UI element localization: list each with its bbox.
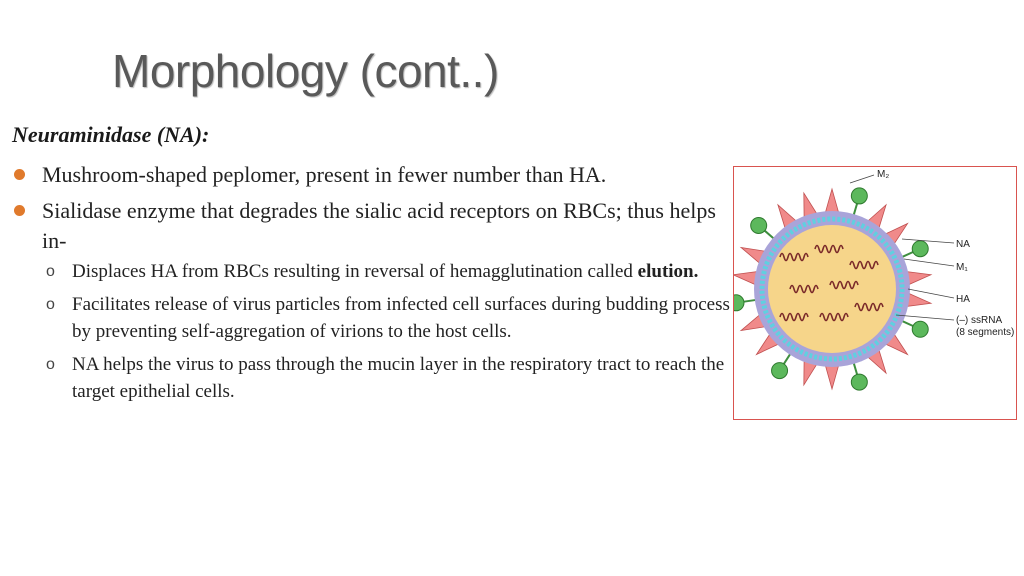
na-spike-stalk: [783, 353, 791, 365]
ha-spike-icon: [825, 189, 839, 213]
na-spike-icon: [734, 295, 744, 311]
na-spike-icon: [912, 241, 928, 257]
bullet-item: [14, 160, 734, 190]
label-ssrna-segments: (8 segments): [956, 327, 1015, 338]
sub-bullet-marker: o: [46, 296, 55, 313]
label-na: NA: [956, 239, 970, 250]
virus-illustration: [734, 167, 1016, 419]
na-spike-stalk: [764, 230, 775, 239]
sub-bullet-item: [42, 258, 734, 285]
na-spike-icon: [912, 321, 928, 337]
label-m1: M₁: [956, 262, 968, 273]
bullet-text: Mushroom-shaped peplomer, present in fewer number than HA.: [42, 162, 607, 187]
virus-core: [768, 225, 896, 353]
elution-term: elution.: [637, 261, 699, 282]
na-spike-stalk: [853, 203, 857, 216]
sub-bullet-item: [42, 291, 734, 345]
na-spike-stalk: [853, 362, 857, 375]
sub-bullet-marker: o: [46, 263, 55, 280]
na-spike-icon: [851, 188, 867, 204]
bullet-dot-icon: [14, 169, 25, 180]
sub-bullet-text: Facilitates release of virus particles from infected cell surfaces during budding process by preventing self-aggregation of virions to the host cells.: [72, 294, 730, 342]
sub-bullet-item: [42, 351, 734, 405]
na-spike-icon: [751, 217, 767, 233]
sub-bullet-text: Displaces HA from RBCs resulting in reversal of hemagglutination called: [72, 261, 638, 282]
bullet-text: Sialidase enzyme that degrades the sialic acid receptors on RBCs; thus helps in-: [42, 198, 716, 253]
na-spike-icon: [851, 374, 867, 390]
label-m2: M₂: [877, 169, 890, 180]
influenza-virus-diagram: [733, 166, 1017, 420]
sub-bullet-marker: o: [46, 356, 55, 373]
label-ssrna: (–) ssRNA: [956, 315, 1003, 326]
bullet-list: [14, 160, 734, 411]
na-spike-stalk: [901, 252, 914, 258]
page-title: Morphology (cont..): [112, 45, 499, 97]
na-spike-icon: [772, 363, 788, 379]
bullet-dot-icon: [14, 205, 25, 216]
label-ha: HA: [956, 294, 970, 305]
na-spike-stalk: [743, 300, 757, 302]
ha-spike-icon: [825, 365, 839, 389]
bullet-item: [14, 196, 734, 405]
subheading: Neuraminidase (NA):: [12, 122, 210, 147]
sub-bullet-list: [42, 258, 734, 405]
sub-bullet-text: NA helps the virus to pass through the mucin layer in the respiratory tract to reach the target epithelial cells.: [72, 354, 725, 402]
na-spike-stalk: [901, 321, 914, 327]
